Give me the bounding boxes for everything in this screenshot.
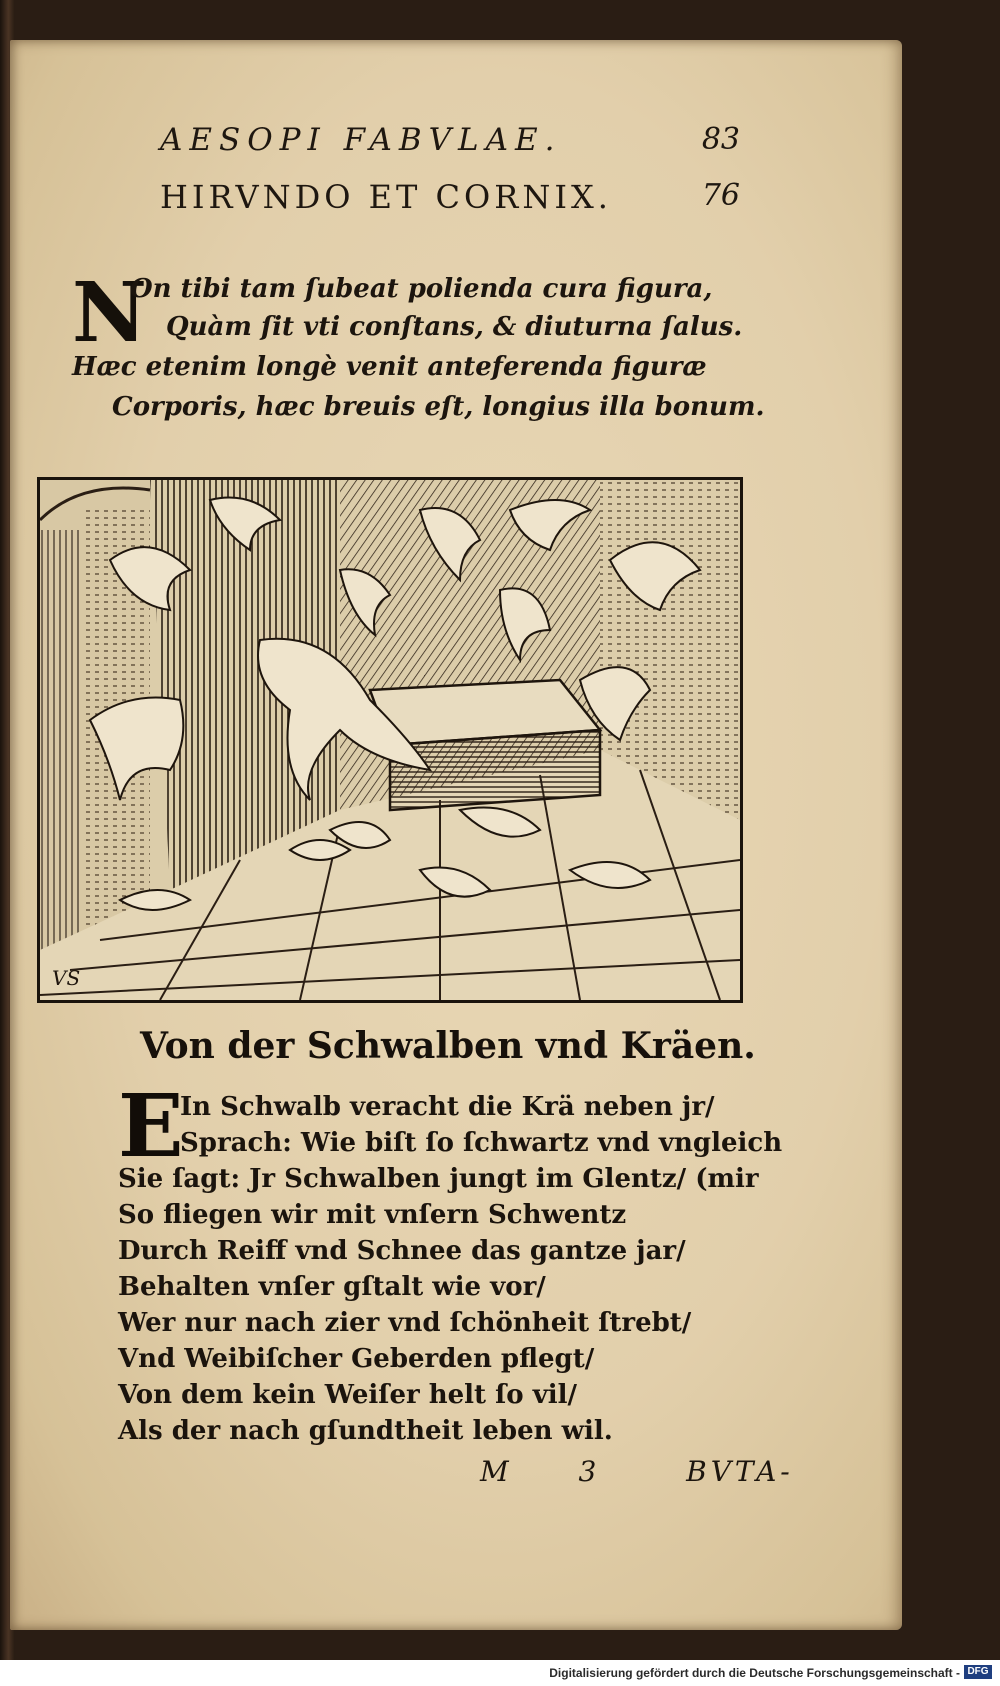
signature-mark: M [480, 1455, 513, 1488]
german-line: Sprach: Wie biſt ſo ſchwartz vnd vngleich [180, 1128, 783, 1158]
artist-monogram: VS [52, 966, 81, 990]
german-line: Von dem kein Weiſer helt ſo vil/ [118, 1380, 578, 1410]
fable-title: HIRVNDO ET CORNIX. [160, 178, 612, 216]
latin-line: Corporis, hæc breuis eſt, longius illa bonum. [112, 392, 765, 422]
running-header [160, 122, 740, 166]
fable-number: 76 [701, 178, 740, 213]
dfg-logo: DFG [964, 1665, 992, 1679]
stone-chest [390, 730, 600, 810]
german-line: In Schwalb veracht die Krä neben jr/ [180, 1092, 715, 1122]
german-line: Behalten vnſer gſtalt wie vor/ [118, 1272, 546, 1302]
german-line: Vnd Weibiſcher Geberden pflegt/ [118, 1344, 595, 1374]
latin-line: On tibi tam ſubeat polienda cura figura, [130, 274, 713, 304]
woodcut-image [40, 480, 740, 1000]
footer-bar [0, 1660, 1000, 1686]
german-line: So fliegen wir mit vnſern Schwentz [118, 1200, 627, 1230]
german-line: Wer nur nach zier vnd ſchönheit ſtrebt/ [118, 1308, 692, 1338]
german-line: Als der nach gſundtheit leben wil. [118, 1416, 613, 1446]
german-drop-cap: E [118, 1076, 184, 1177]
running-title: AESOPI FABVLAE. [160, 122, 562, 158]
german-line: Sie ſagt: Jr Schwalben jungt im Glentz/ (mir [118, 1164, 759, 1194]
fable-heading [160, 178, 740, 222]
latin-line: Hæc etenim longè venit anteferenda figuræ [72, 352, 707, 382]
german-title: Von der Schwalben vnd Kräen. [140, 1025, 756, 1067]
german-line: Durch Reiff vnd Schnee das gantze jar/ [118, 1236, 686, 1266]
book-page [10, 40, 902, 1630]
signature-number: 3 [578, 1455, 601, 1488]
latin-drop-cap: N [72, 265, 147, 361]
folio-number: 83 [701, 122, 740, 157]
catchword: BVTA- [686, 1455, 794, 1488]
latin-line: Quàm ſit vti conſtans, & diuturna ſalus. [166, 312, 743, 342]
funding-notice: Digitalisierung gefördert durch die Deutsche Forschungsgemeinschaft - [549, 1666, 960, 1680]
woodcut-illustration [37, 477, 743, 1003]
signature-line [480, 1455, 794, 1488]
